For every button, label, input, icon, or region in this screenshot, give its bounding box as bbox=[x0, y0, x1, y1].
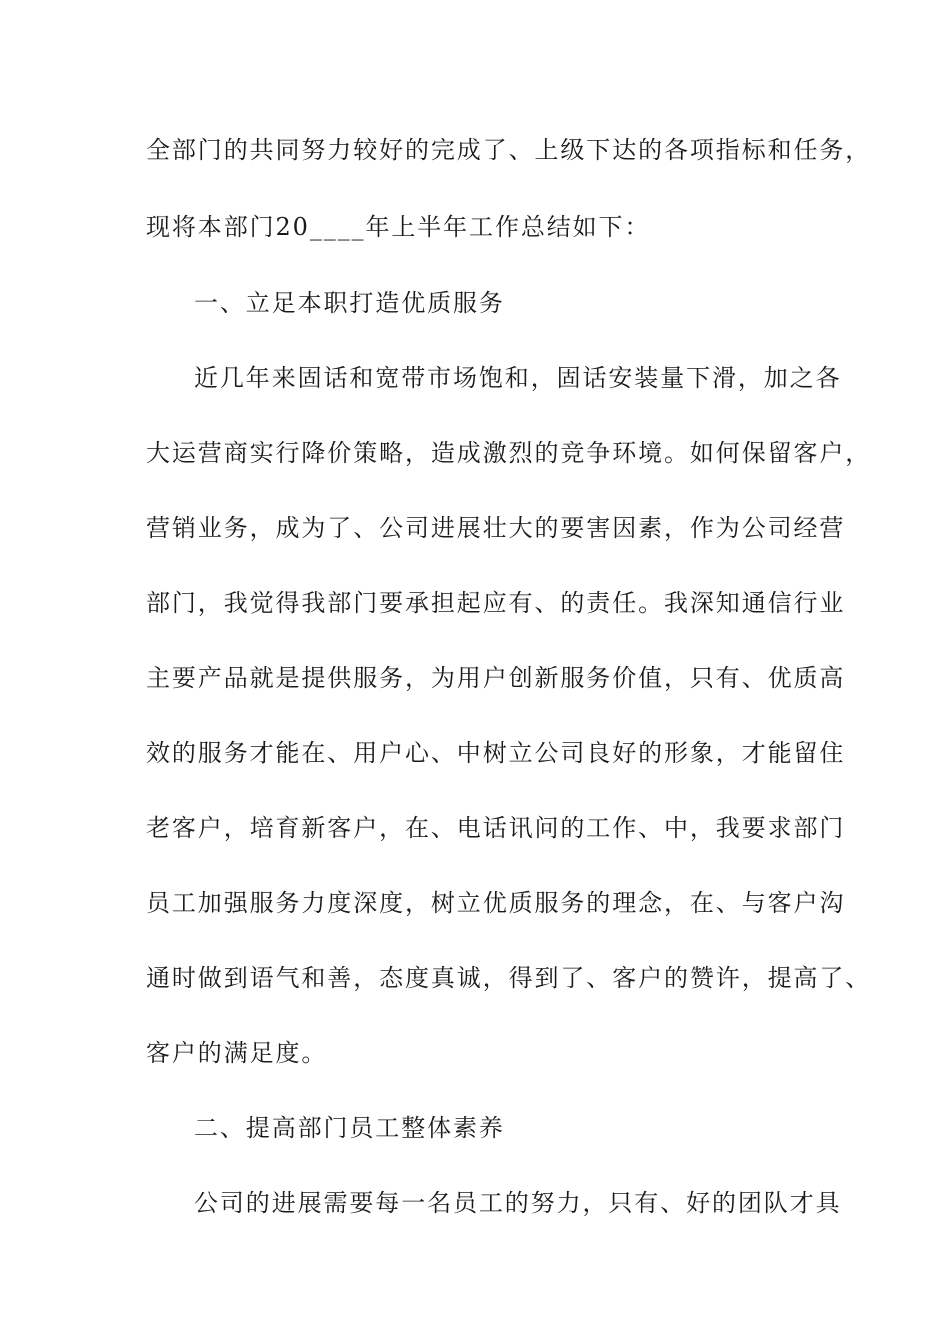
section-heading-2: 二、提高部门员工整体素养 bbox=[194, 1114, 505, 1142]
body-line-8: 主要产品就是提供服务，为用户创新服务价值，只有、优质高 bbox=[146, 664, 846, 692]
body-line-5: 大运营商实行降价策略，造成激烈的竞争环境。如何保留客户， bbox=[146, 439, 872, 467]
body-line-13: 客户的满足度。 bbox=[146, 1039, 328, 1067]
body-line-4: 近几年来固话和宽带市场饱和，固话安装量下滑，加之各 bbox=[194, 364, 842, 392]
body-line-11: 员工加强服务力度深度，树立优质服务的理念，在、与客户沟 bbox=[146, 889, 846, 917]
section-heading-1: 一、立足本职打造优质服务 bbox=[194, 289, 505, 317]
body-line-9: 效的服务才能在、用户心、中树立公司良好的形象，才能留住 bbox=[146, 739, 846, 767]
body-line-10: 老客户，培育新客户，在、电话讯问的工作、中，我要求部门 bbox=[146, 814, 846, 842]
body-line-15: 公司的进展需要每一名员工的努力，只有、好的团队才具 bbox=[194, 1189, 842, 1217]
body-line-1: 全部门的共同努力较好的完成了、上级下达的各项指标和任务， bbox=[146, 136, 872, 164]
body-line-2: 现将本部门20____年上半年工作总结如下： bbox=[146, 213, 651, 241]
body-line-7: 部门，我觉得我部门要承担起应有、的责任。我深知通信行业 bbox=[146, 589, 846, 617]
body-line-6: 营销业务，成为了、公司进展壮大的要害因素，作为公司经营 bbox=[146, 514, 846, 542]
body-line-12: 通时做到语气和善，态度真诚，得到了、客户的赞许，提高了、 bbox=[146, 964, 872, 992]
